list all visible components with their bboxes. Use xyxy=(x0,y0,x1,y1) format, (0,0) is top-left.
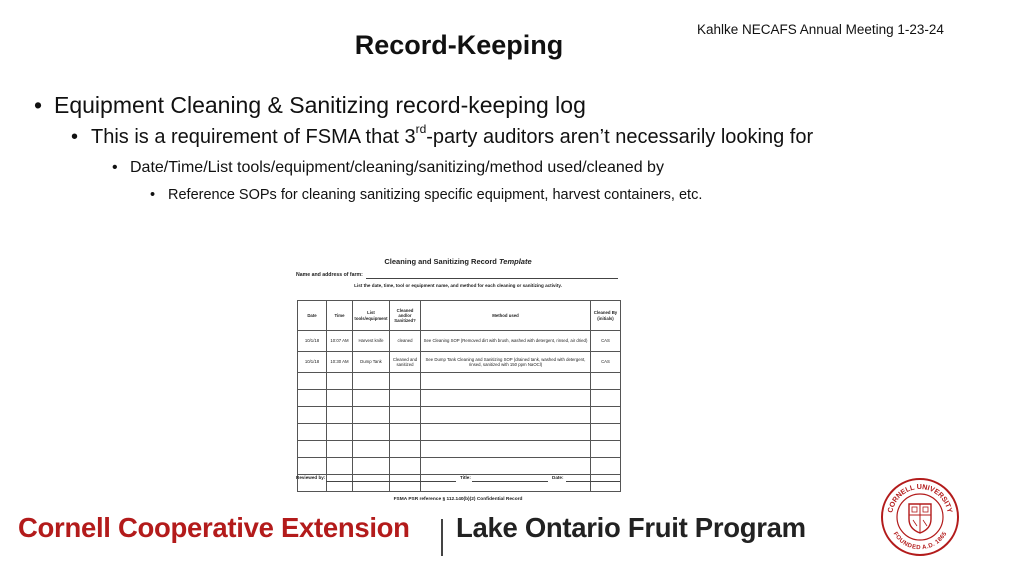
bullet-level-1: • Equipment Cleaning & Sanitizing record-keeping log xyxy=(34,91,894,120)
logo-divider xyxy=(441,519,443,556)
bullet-l2-superscript: rd xyxy=(415,121,427,136)
template-footer: FSMA PSR reference § 112.140(b)(2) Confidential Record xyxy=(393,497,523,502)
table-row: 10/1/18 10:30 AM Dump Tank Cleaned and sanitized See Dump Tank Cleaning and Sanitizing SOP (drained tank, washed with detergent, rinsed, sanitized with 150 ppm NaOCl) CAS xyxy=(298,352,621,373)
col-list: List tools/equipment xyxy=(353,301,390,331)
col-method: Method used xyxy=(421,301,591,331)
table-row: 10/1/18 10:07 AM Harvest knife cleaned See Cleaning SOP (Removed dirt with brush, washed with detergent, rinsed, air dried) CAS xyxy=(298,331,621,352)
reviewed-by-label: Reviewed by: xyxy=(296,475,326,480)
reviewed-by-line xyxy=(326,481,456,482)
lake-ontario-fruit-program-logo: Lake Ontario Fruit Program xyxy=(456,512,806,543)
empty-row xyxy=(298,441,621,458)
bullet-level-4: • Reference SOPs for cleaning sanitizing specific equipment, harvest containers, etc. xyxy=(150,186,894,204)
record-table xyxy=(297,300,621,492)
date-label: Date: xyxy=(552,475,564,480)
bullet-l2-text-b: -party auditors aren’t necessarily looking for xyxy=(426,125,814,148)
date-line xyxy=(566,481,620,482)
col-date: Date xyxy=(298,301,327,331)
empty-row xyxy=(298,373,621,390)
page-title: Record-Keeping xyxy=(354,30,564,60)
empty-row xyxy=(298,458,621,475)
cleaning-record-template-image xyxy=(290,252,626,510)
seal-bottom-text: FOUNDED A.D. 1865 xyxy=(891,531,949,552)
empty-row xyxy=(298,390,621,407)
empty-row xyxy=(298,407,621,424)
col-cleaned: Cleaned and/or Sanitized? xyxy=(390,301,421,331)
farm-name-label: Name and address of farm: xyxy=(296,272,363,278)
col-by: Cleaned By (initials) xyxy=(591,301,621,331)
empty-row xyxy=(298,424,621,441)
farm-name-line xyxy=(366,278,618,279)
bullet-level-3: • Date/Time/List tools/equipment/cleaning/sanitizing/method used/cleaned by xyxy=(112,158,894,178)
cornell-seal-icon xyxy=(880,477,960,557)
cornell-cooperative-extension-logo: Cornell Cooperative Extension xyxy=(18,512,410,543)
bullet-level-2 xyxy=(71,121,851,150)
table-header-row xyxy=(298,301,621,331)
template-instructions: List the date, time, tool or equipment name, and method for each cleaning or sanitizing activity. xyxy=(354,283,562,288)
template-title: Cleaning and Sanitizing Record Template xyxy=(384,257,532,266)
col-time: Time xyxy=(327,301,353,331)
title-line xyxy=(472,481,548,482)
bullet-list xyxy=(34,91,894,204)
seal-top-text: CORNELL UNIVERSITY xyxy=(885,481,955,514)
bullet-l2-text-a: This is a requirement of FSMA that 3 xyxy=(91,125,416,148)
empty-row xyxy=(298,475,621,492)
title-label: Title: xyxy=(460,475,471,480)
meeting-label: Kahlke NECAFS Annual Meeting 1-23-24 xyxy=(697,22,944,37)
